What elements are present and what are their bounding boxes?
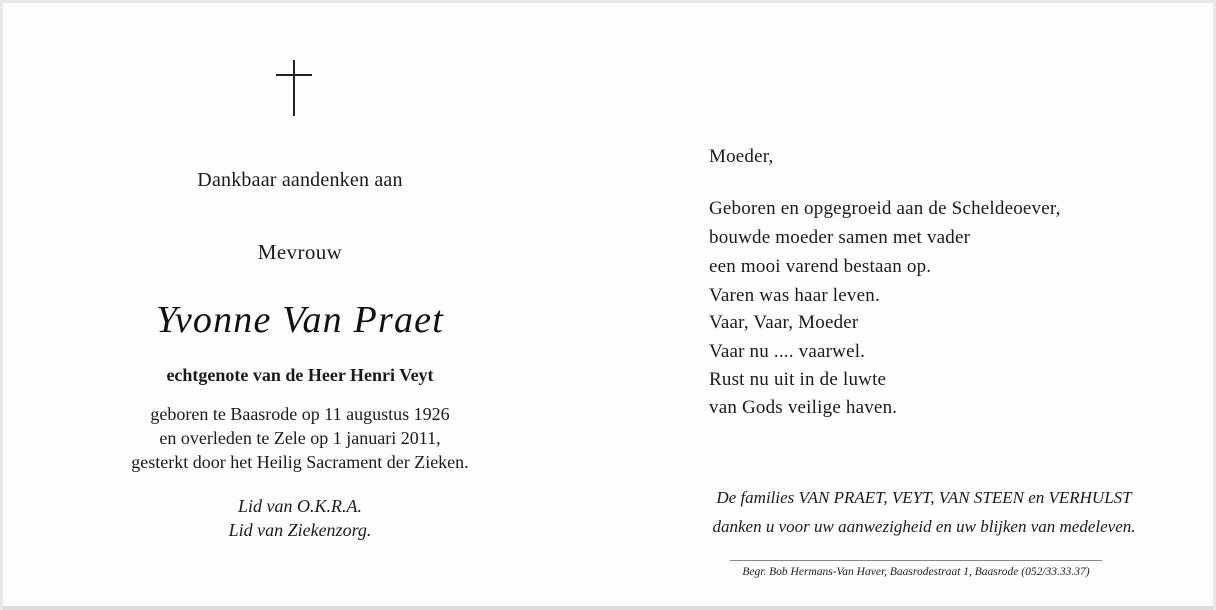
poem-line: Vaar nu .... vaarwel. [709, 341, 866, 362]
cross-icon [276, 60, 312, 116]
undertaker-info: Begr. Bob Hermans-Van Haver, Baasrodestraat 1, Baasrode (052/33.33.37) [742, 566, 1090, 578]
poem-line: van Gods veilige haven. [709, 397, 898, 418]
poem-line: Geboren en opgegroeid aan de Scheldeoever, [709, 198, 1061, 219]
sacrament-line: gesterkt door het Heilig Sacrament der Zieken. [131, 452, 469, 472]
poem-salutation: Moeder, [709, 146, 774, 167]
cross-vertical-bar [293, 60, 295, 116]
intro-text: Dankbaar aandenken aan [197, 169, 403, 191]
family-thanks-line: De families VAN PRAET, VEYT, VAN STEEN en VERHULST [716, 488, 1132, 507]
poem-line: Rust nu uit in de luwte [709, 369, 887, 390]
deceased-name: Yvonne Van Praet [155, 299, 444, 341]
card-edge-bottom [0, 606, 1216, 610]
poem-line: bouwde moeder samen met vader [709, 227, 971, 248]
death-line: en overleden te Zele op 1 januari 2011, [159, 428, 441, 448]
cross-horizontal-bar [276, 74, 312, 76]
poem-line: Varen was haar leven. [709, 285, 880, 306]
birth-line: geboren te Baasrode op 11 augustus 1926 [150, 404, 450, 424]
honorific-title: Mevrouw [257, 240, 343, 264]
poem-line: een mooi varend bestaan op. [709, 256, 932, 277]
poem-line: Vaar, Vaar, Moeder [709, 312, 859, 333]
footer-divider [730, 560, 1102, 561]
spouse-line: echtgenote van de Heer Henri Veyt [166, 365, 434, 385]
card-edge-left [0, 0, 3, 610]
membership-ziekenzorg: Lid van Ziekenzorg. [228, 520, 372, 540]
family-thanks-line: danken u voor uw aanwezigheid en uw blijken van medeleven. [712, 517, 1136, 536]
card-edge-top [0, 0, 1216, 3]
membership-okra: Lid van O.K.R.A. [238, 496, 362, 516]
